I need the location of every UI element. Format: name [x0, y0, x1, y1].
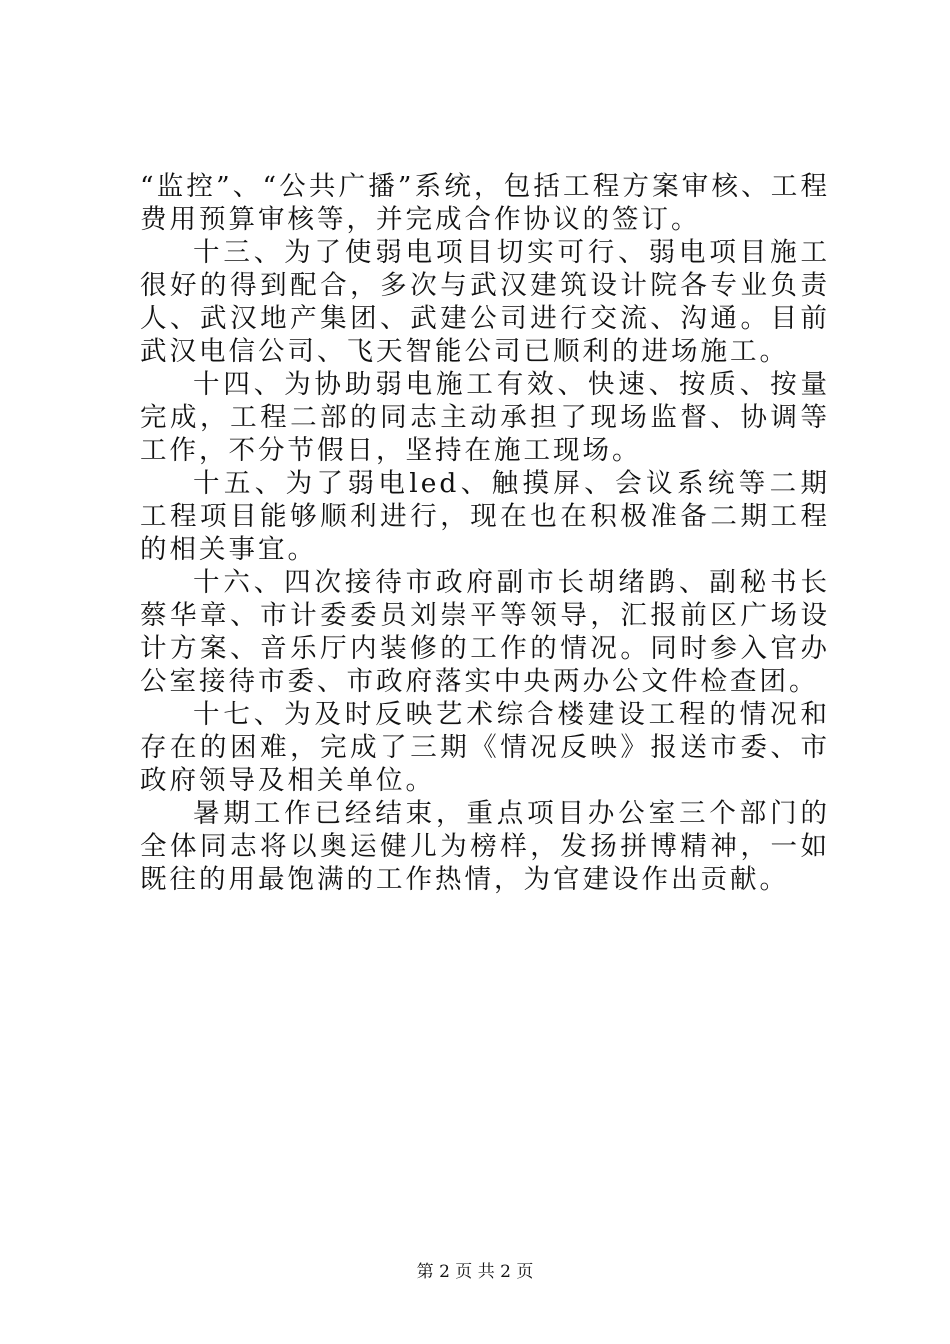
paragraph-item-14: 十四、为协助弱电施工有效、快速、按质、按量完成，工程二部的同志主动承担了现场监督、协调等工作，不分节假日，坚持在施工现场。	[140, 369, 830, 466]
paragraph-item-17: 十七、为及时反映艺术综合楼建设工程的情况和存在的困难，完成了三期《情况反映》报送市委、市政府领导及相关单位。	[140, 699, 830, 796]
paragraph-item-16: 十六、四次接待市政府副市长胡绪鹍、副秘书长蔡华章、市计委委员刘崇平等领导，汇报前区广场设计方案、音乐厅内装修的工作的情况。同时参入官办公室接待市委、市政府落实中央两办公文件检查团。	[140, 567, 830, 697]
paragraph-continuation: “监控”、“公共广播”系统，包括工程方案审核、工程费用预算审核等，并完成合作协议的签订。	[140, 171, 830, 235]
page-footer	[0, 1262, 950, 1282]
page-number-label: 第 2 页 共 2 页	[416, 1262, 534, 1282]
document-body	[140, 170, 830, 896]
paragraph-item-15: 十五、为了弱电led、触摸屏、会议系统等二期工程项目能够顺利进行，现在也在积极准备二期工程的相关事宜。	[140, 468, 830, 565]
paragraph-item-13: 十三、为了使弱电项目切实可行、弱电项目施工很好的得到配合，多次与武汉建筑设计院各专业负责人、武汉地产集团、武建公司进行交流、沟通。目前武汉电信公司、飞天智能公司已顺利的进场施工。	[140, 237, 830, 367]
paragraph-closing: 暑期工作已经结束，重点项目办公室三个部门的全体同志将以奥运健儿为榜样，发扬拼博精神，一如既往的用最饱满的工作热情，为官建设作出贡献。	[140, 798, 830, 895]
